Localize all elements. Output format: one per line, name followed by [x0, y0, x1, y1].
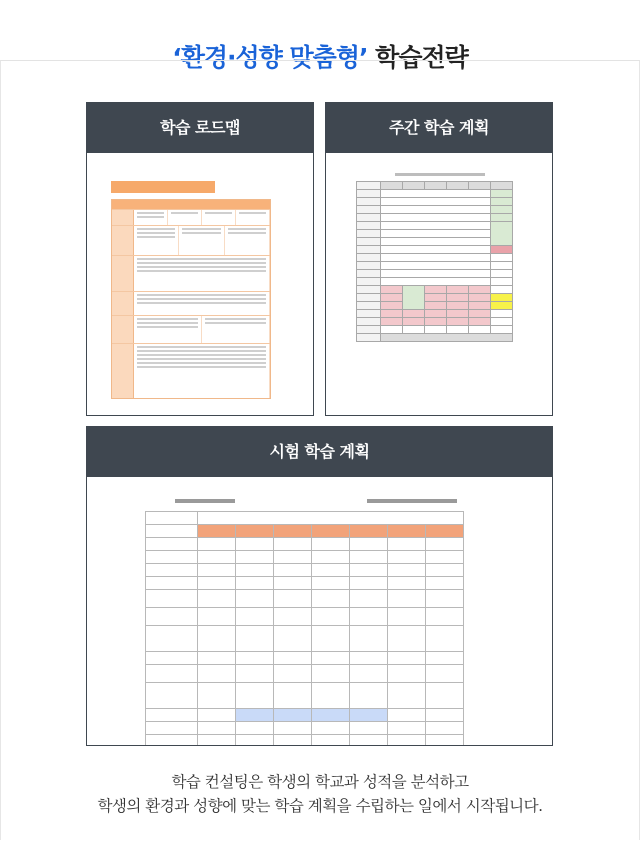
roadmap-panel	[86, 102, 314, 416]
exam-plan-panel-header: 시험 학습 계획	[87, 427, 552, 477]
exam-doc-title	[175, 499, 235, 503]
weekly-doc-table	[356, 181, 513, 342]
title-highlight: ‘환경·성향 맞춤형’	[172, 43, 368, 72]
weekly-plan-panel	[325, 102, 553, 416]
weekly-plan-document-thumbnail	[352, 169, 528, 409]
roadmap-doc-header-row	[112, 200, 270, 210]
exam-doc-table	[145, 511, 464, 745]
roadmap-document-thumbnail	[111, 171, 307, 406]
roadmap-panel-header: 학습 로드맵	[87, 103, 313, 153]
exam-doc-goal	[367, 499, 457, 503]
roadmap-panel-body	[87, 153, 313, 415]
footer-line-1: 학습 컨설팅은 학생의 학교과 성적을 분석하고	[171, 773, 469, 791]
weekly-plan-panel-header: 주간 학습 계획	[326, 103, 552, 153]
title-rest: 학습전략	[367, 43, 468, 72]
roadmap-doc-banner	[111, 181, 215, 193]
weekly-doc-title-bar	[352, 173, 528, 176]
footer-description	[0, 770, 640, 818]
weekly-plan-panel-body	[326, 153, 552, 415]
footer-line-2: 학생의 환경과 성향에 맞는 학습 계획을 수립하는 일에서 시작됩니다.	[97, 797, 543, 815]
exam-plan-document-thumbnail	[143, 493, 497, 743]
exam-plan-panel	[86, 426, 553, 746]
roadmap-doc-table	[111, 199, 271, 399]
exam-plan-panel-body	[87, 477, 552, 745]
